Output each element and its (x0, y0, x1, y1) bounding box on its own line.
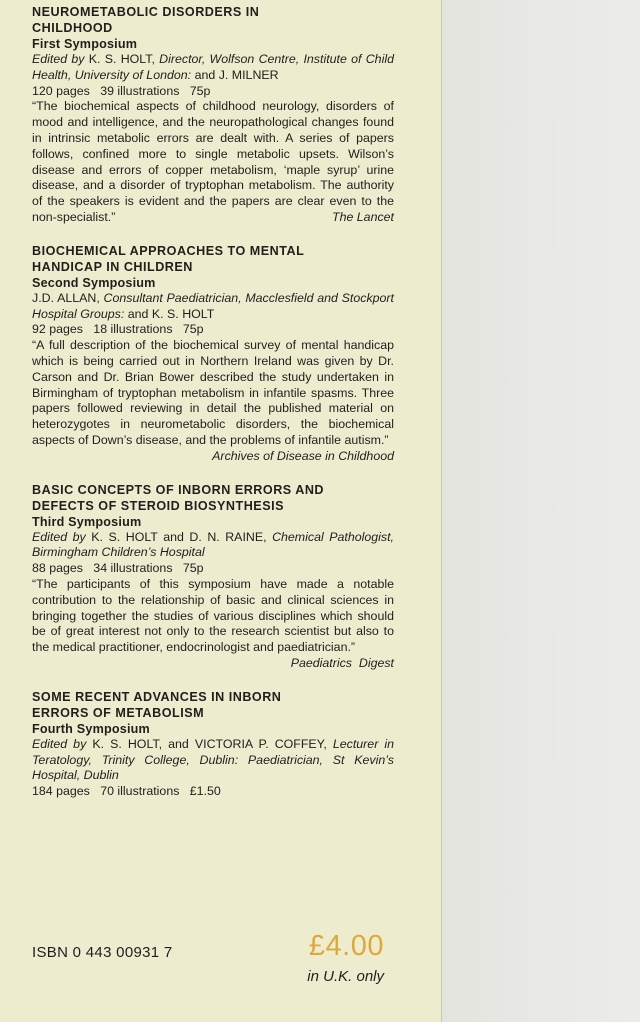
book-entry-2 (32, 243, 394, 465)
editors-prefix: Edited by (32, 52, 85, 66)
editors-joiner: and (168, 736, 189, 751)
book-entry-1 (32, 4, 394, 226)
editor-name: D. N. RAINE, (189, 529, 267, 544)
title-line: SOME RECENT ADVANCES IN INBORN (32, 689, 282, 704)
quote-text: “The participants of this symposium have made a notable contribution to the relationship of basic and clinical sciences in bringing together the studies of various disciplines which should be of great interest not only to the research scientist but also to the medical practitioner, endocrinologist and paediatrician.” (32, 576, 394, 655)
symposium-label: First Symposium (32, 37, 138, 51)
book-list (32, 4, 394, 817)
book-stats: 92 pages 18 illustrations 75p (32, 322, 204, 337)
symposium-label: Third Symposium (32, 514, 142, 529)
title-line: BIOCHEMICAL APPROACHES TO MENTAL (32, 243, 305, 258)
title-line: HANDICAP IN CHILDREN (32, 259, 193, 274)
price: £4.00 (308, 930, 384, 962)
isbn-number: ISBN 0 443 00931 7 (32, 944, 173, 961)
editor-name: J. MILNER (218, 67, 279, 82)
title-line: BASIC CONCEPTS OF INBORN ERRORS AND (32, 482, 325, 497)
editors-line (32, 737, 394, 784)
editor-affiliation: Consultant Paediatrician, Macclesfield and Stockport Hospital Groups: (32, 290, 394, 321)
symposium-label: Fourth Symposium (32, 721, 150, 736)
editors-line (32, 291, 394, 323)
book-stats: 120 pages 39 illustrations 75p (32, 83, 211, 98)
book-title (32, 4, 394, 36)
book-title (32, 689, 394, 721)
review-quote (32, 99, 394, 225)
editors-joiner: and (194, 67, 216, 82)
book-stats: 88 pages 34 illustrations 75p (32, 561, 204, 576)
review-quote (32, 338, 394, 464)
editors-joiner: and (163, 529, 184, 544)
editors-prefix: Edited by (32, 529, 86, 544)
editor-name: K. S. HOLT, (92, 736, 163, 751)
title-line: CHILDHOOD (32, 21, 113, 35)
editor-affiliation: Lecturer in Teratology, Trinity College, Dublin: Paediatrician, St Kevin’s Hospital, Dublin (32, 736, 395, 783)
review-source: Archives of Disease in Childhood (212, 448, 394, 463)
book-title (32, 243, 394, 275)
review-source: Paediatrics Digest (290, 655, 394, 670)
editor-name: VICTORIA P. COFFEY, (194, 736, 327, 751)
symposium-label: Second Symposium (32, 275, 156, 290)
page-background (442, 0, 640, 1022)
editors-prefix: Edited by (32, 736, 87, 751)
review-quote (32, 577, 394, 656)
title-line: ERRORS OF METABOLISM (32, 705, 205, 720)
book-entry-3 (32, 482, 394, 672)
book-title (32, 482, 394, 514)
book-entry-4 (32, 689, 394, 800)
editor-affiliation: Chemical Pathologist, Birmingham Children’s Hospital (32, 529, 394, 560)
editors-joiner: and (127, 306, 149, 321)
editor-affiliation: Director, Wolfson Centre, Institute of Child Health, University of London: (32, 52, 394, 82)
editor-name: J.D. ALLAN, (32, 290, 100, 305)
title-line: NEUROMETABOLIC DISORDERS IN (32, 5, 260, 19)
review-source: The Lancet (332, 209, 394, 224)
editors-line (32, 530, 394, 562)
editor-name: K. S. HOLT, (88, 52, 155, 66)
editors-line (32, 52, 394, 84)
price-note: in U.K. only (307, 968, 384, 985)
book-stats: 184 pages 70 illustrations £1.50 (32, 784, 221, 799)
title-line: DEFECTS OF STEROID BIOSYNTHESIS (32, 498, 285, 513)
editor-name: K. S. HOLT (91, 529, 158, 544)
quote-text: “A full description of the biochemical survey of mental handicap which is being carried out in Northern Ireland was given by Dr. Carson and Dr. Brian Bower described the study undertaken in Birmingham of tryptophan metabolism in infantile spasms. Three papers followed reviewing in detail the published material on heterozygotes in neurometabolic disorders, the biochemical aspects of Down’s disease, and the problems of infantile autism.” (32, 338, 394, 447)
quote-text: “The biochemical aspects of childhood neurology, disorders of mood and intelligence, and the neuropathological changes found in intrinsic metabolic errors are dealt with. A series of papers follows, confined more to single metabolic upsets. Wilson’s disease and errors of copper metabolism, ‘maple syrup’ urine disease, and a disorder of tryptophan metabolism. The authority of the speakers is evident and the papers are clear even to the non-specialist.” (32, 99, 394, 224)
editor-name: K. S. HOLT (151, 306, 215, 321)
